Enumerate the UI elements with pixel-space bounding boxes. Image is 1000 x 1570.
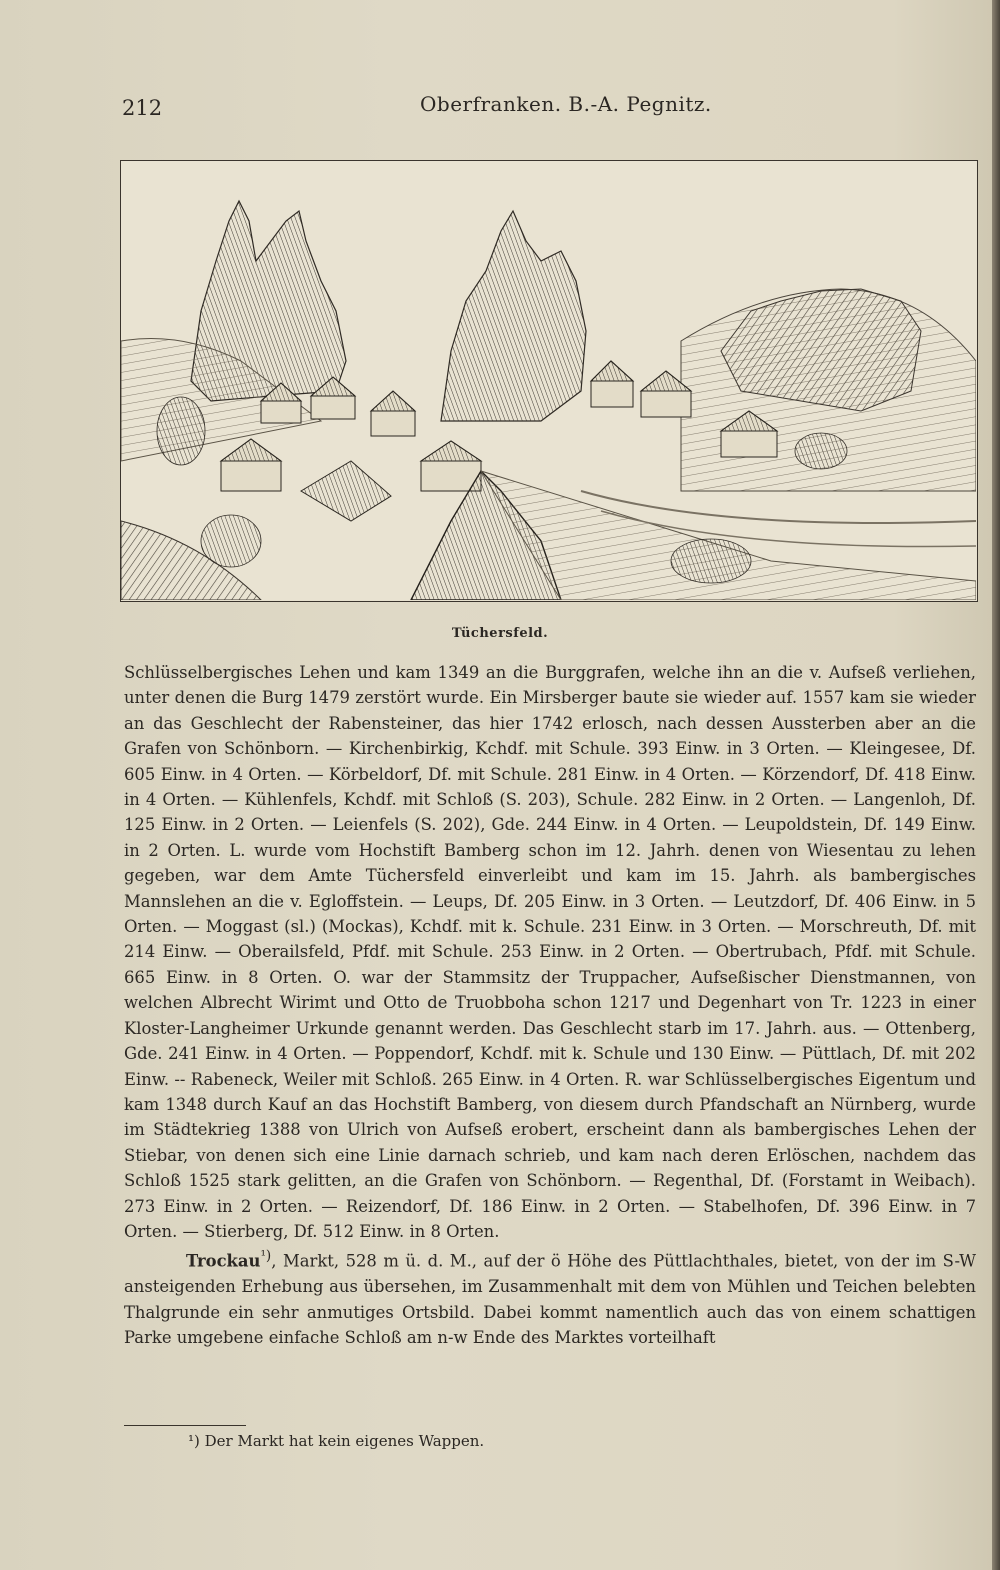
page-header — [122, 92, 972, 126]
figure-caption: Tüchersfeld. — [451, 626, 549, 641]
village-rock-engraving — [121, 161, 976, 600]
paragraph: Schlüsselbergisches Lehen und kam 1349 an die Burggrafen, welche ihn an die v. Aufseß verliehen, unter denen die Burg 1479 zerstört wurde. Ein Mirsberger baute sie wieder auf. 1557 kam sie wieder an das Geschlecht der Rabensteiner, das hier 1742 erlosch, nach dessen Aussterben aber an die Grafen von Schönborn. — Kirchenbirkig, Kchdf. mit Schule. 393 Einw. in 3 Orten. — Kleingesee, Df. 605 Einw. in 4 Orten. — Körbeldorf, Df. mit Schule. 281 Einw. in 4 Orten. — Körzendorf, Df. 418 Einw. in 4 Orten. — Kühlenfels, Kchdf. mit Schloß (S. 203), Schule. 282 Einw. in 2 Orten. — Langenloh, Df. 125 Einw. in 2 Orten. — Leienfels (S. 202), Gde. 244 Einw. in 4 Orten. — Leupoldstein, Df. 149 Einw. in 2 Orten. L. wurde vom Hochstift Bamberg schon im 12. Jahrh. denen von Wiesentau zu lehen gegeben, war dem Amte Tüchersfeld einverleibt und kam im 15. Jahrh. als bambergisches Mannslehen an die v. Egloffstein. — Leups, Df. 205 Einw. in 3 Orten. — Leutzdorf, Df. 406 Einw. in 5 Orten. — Moggast (sl.) (Mockas), Kchdf. mit k. Schule. 231 Einw. in 3 Orten. — Morschreuth, Df. mit 214 Einw. — Oberailsfeld, Pfdf. mit Schule. 253 Einw. in 2 Orten. — Obertrubach, Pfdf. mit Schule. 665 Einw. in 8 Orten. O. war der Stammsitz der Truppacher, Aufseßischer Dienstmannen, von welchen Albrecht Wirimt und Otto de Truobboha schon 1217 und Degenhart von Tr. 1223 in einer Kloster-Langheimer Urkunde genannt werden. Das Geschlecht starb im 17. Jahrh. aus. — Ottenberg, Gde. 241 Einw. in 4 Orten. — Poppendorf, Kchdf. mit k. Schule und 130 Einw. — Püttlach, Df. mit 202 Einw. -- Rabeneck, Weiler mit Schloß. 265 Einw. in 4 Orten. R. war Schlüsselbergisches Eigentum und kam 1348 durch Kauf an das Hochstift Bamberg, von diesem durch Pfandschaft an Nürnberg, wurde im Städtekrieg 1388 von Ulrich von Aufseß erobert, erscheint dann als bambergisches Lehen der Stiebar, von denen sich eine Linie darnach schrieb, und kam nach deren Erlöschen, nachdem das Schloß 1525 stark gelitten, an die Grafen von Schönborn. — Regenthal, Df. (Forstamt in Weibach). 273 Einw. in 2 Orten. — Reizendorf, Df. 186 Einw. in 2 Orten. — Stabelhofen, Df. 396 Einw. in 7 Orten. — Stierberg, Df. 512 Einw. in 8 Orten. — [124, 663, 976, 1241]
footnote: ¹) Der Markt hat kein eigenes Wappen. — [188, 1432, 485, 1450]
entry-heading: Trockau — [186, 1251, 261, 1271]
paragraph-text: , Markt, 528 m ü. d. M., auf der ö Höhe des Püttlachthales, bietet, von der im S-W ansteigenden Erhebung aus übersehen, im Zusammenhalt mit dem von Mühlen und Teichen belebten Thalgrunde ein sehr anmutiges Ortsbild. Dabei kommt namentlich auch das von einem schattigen Parke umgebene einfache Schloß am n-w Ende des Marktes vorteilhaft — [124, 1251, 976, 1348]
footnote-divider — [124, 1425, 246, 1426]
running-head: Oberfranken. B.-A. Pegnitz. — [420, 92, 712, 116]
footnote-marker: ¹) — [260, 1248, 272, 1265]
page-number: 212 — [122, 96, 163, 120]
paragraph-trockau — [124, 1244, 976, 1350]
page-edge — [992, 0, 1000, 1570]
body-text — [124, 660, 976, 1350]
landscape-illustration — [120, 160, 978, 602]
